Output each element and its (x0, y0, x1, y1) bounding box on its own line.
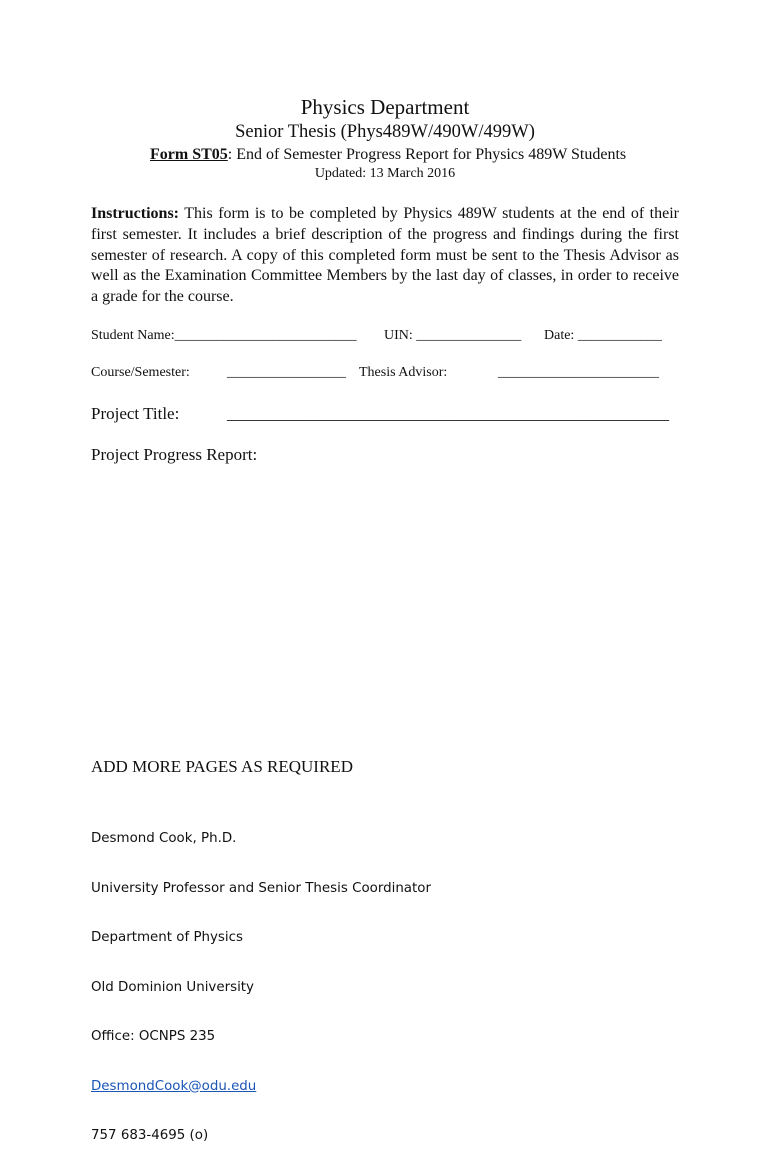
date-field[interactable]: Date: ____________ (544, 328, 662, 343)
uin-field[interactable]: UIN: _______________ (384, 328, 522, 343)
student-name-field[interactable]: Student Name:__________________________ (91, 328, 357, 343)
contact-office: Office: OCNPS 235 (91, 1029, 216, 1044)
form-title-line (150, 146, 626, 164)
updated-date: Updated: 13 March 2016 (314, 166, 456, 181)
instructions-label: Instructions: (91, 205, 180, 222)
contact-phone: 757 683-4695 (o) (91, 1128, 209, 1143)
contact-name: Desmond Cook, Ph.D. (91, 831, 237, 846)
instructions-text: This form is to be completed by Physics 489W students at the end of their first semester. It includes a brief description of the progress and findings during the first semester of research. A copy of this completed form must be sent to the Thesis Advisor as well as the Examination Committee Members by the last day of classes, in order to receive a grade for the course. (91, 205, 679, 306)
add-pages-note: ADD MORE PAGES AS REQUIRED (91, 757, 353, 776)
thesis-advisor-field[interactable]: _______________________ (498, 365, 659, 380)
course-semester-field[interactable]: _________________ (227, 365, 346, 380)
project-title-label: Project Title: (91, 404, 180, 423)
instructions-paragraph (91, 204, 679, 308)
progress-report-label: Project Progress Report: (91, 445, 258, 464)
contact-block (91, 798, 431, 1161)
course-title: Senior Thesis (Phys489W/490W/499W) (235, 122, 535, 142)
form-title: : End of Semester Progress Report for Physics 489W Students (227, 146, 627, 163)
thesis-advisor-label: Thesis Advisor: (359, 365, 448, 380)
course-semester-label: Course/Semester: (91, 365, 190, 380)
form-code: Form ST05 (150, 146, 228, 163)
contact-position: University Professor and Senior Thesis Coordinator (91, 880, 431, 896)
department-heading: Physics Department (300, 95, 470, 119)
contact-email-link[interactable]: DesmondCook@odu.edu (91, 1078, 257, 1094)
contact-department: Department of Physics (91, 930, 243, 945)
contact-university: Old Dominion University (91, 979, 254, 995)
project-title-field[interactable]: ____________________________________________________ (227, 404, 669, 423)
